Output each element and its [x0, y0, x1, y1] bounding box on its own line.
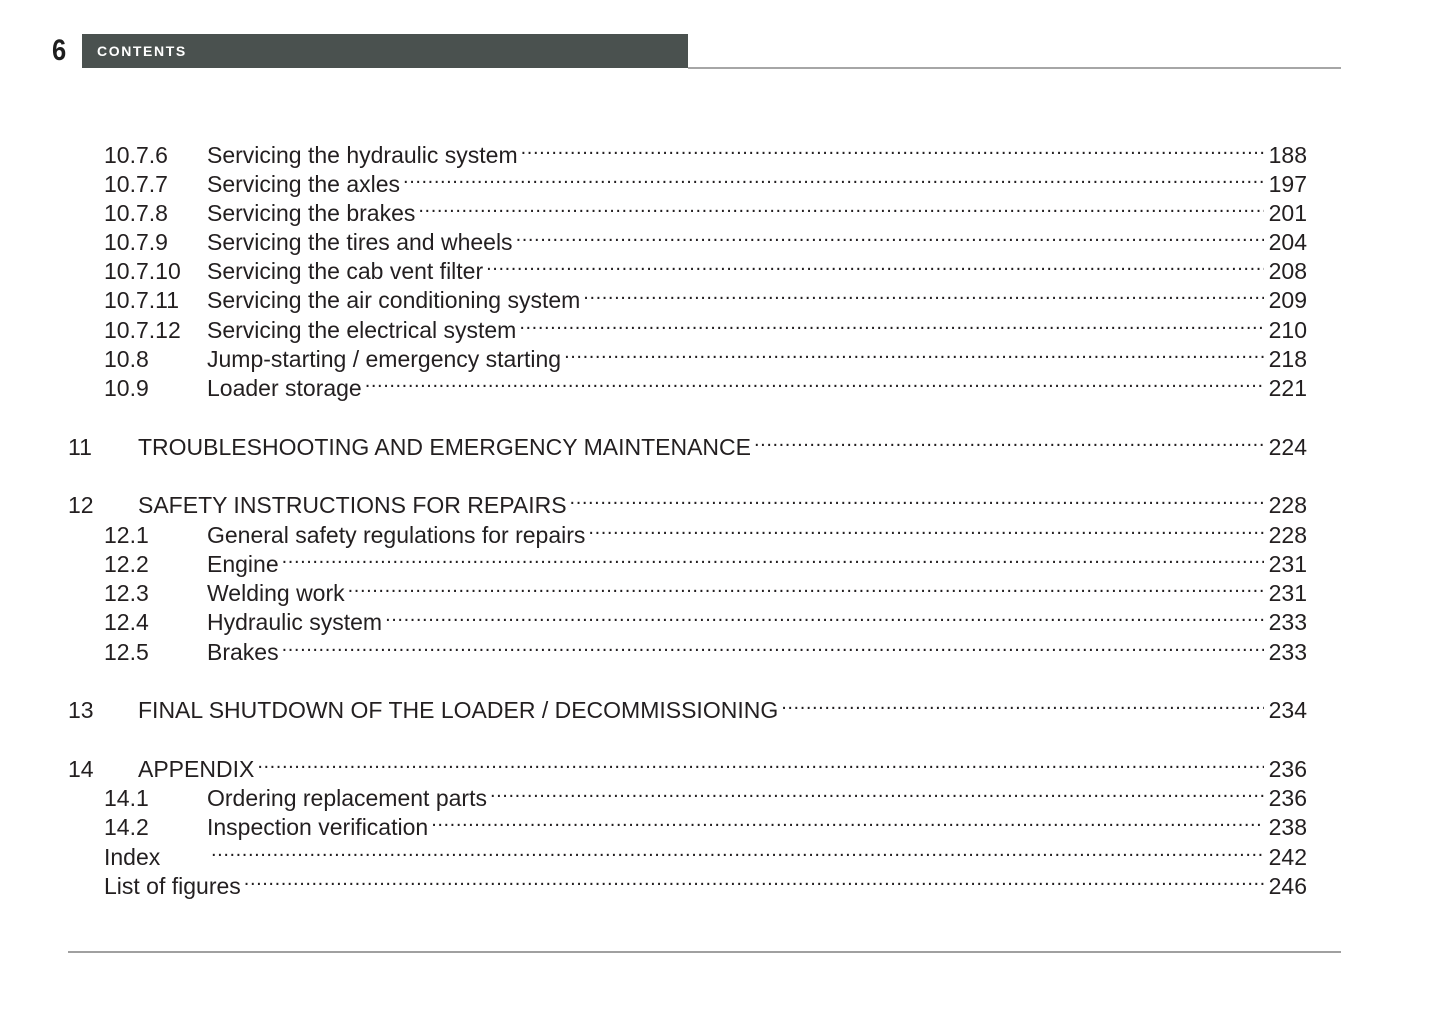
toc-number: 12.3: [104, 580, 149, 606]
toc-title: Ordering replacement parts: [207, 785, 487, 811]
toc-entry[interactable]: [104, 310, 1307, 343]
toc-entry[interactable]: [104, 602, 1307, 635]
toc-page: 204: [1268, 229, 1307, 255]
dot-leader: [282, 544, 1264, 572]
toc-page: 236: [1268, 756, 1307, 782]
toc-number: 12.2: [104, 551, 149, 577]
toc-number: 11: [68, 434, 92, 460]
toc-number: 12.5: [104, 639, 149, 665]
toc-page: 224: [1268, 434, 1307, 460]
dot-leader: [781, 690, 1264, 718]
toc-chapter[interactable]: [68, 690, 1307, 723]
header-bar: [82, 34, 688, 68]
dot-leader: [583, 280, 1264, 308]
dot-leader: [564, 339, 1264, 367]
page-number: 6: [52, 34, 67, 67]
toc-number: 14.1: [104, 785, 149, 811]
toc-number: 10.7.11: [104, 287, 180, 313]
toc-entry[interactable]: [104, 135, 1307, 168]
toc-entry[interactable]: [104, 515, 1307, 548]
toc-page: 233: [1268, 639, 1307, 665]
toc-number: 10.7.7: [104, 171, 168, 197]
toc-entry[interactable]: [104, 193, 1307, 226]
toc-title: Brakes: [207, 639, 279, 665]
dot-leader: [403, 164, 1264, 192]
dot-leader: [418, 193, 1264, 221]
toc-number: 13: [68, 697, 94, 723]
dot-leader: [519, 310, 1264, 338]
toc-entry[interactable]: [104, 807, 1307, 840]
toc-title: Welding work: [207, 580, 345, 606]
toc-number: 10.7.12: [104, 317, 181, 343]
toc-title: SAFETY INSTRUCTIONS FOR REPAIRS: [138, 492, 567, 518]
dot-leader: [516, 222, 1264, 250]
toc-number: 10.7.8: [104, 200, 168, 226]
dot-leader: [385, 602, 1264, 630]
toc-title: General safety regulations for repairs: [207, 522, 586, 548]
toc-number: 12.4: [104, 609, 149, 635]
toc-title: FINAL SHUTDOWN OF THE LOADER / DECOMMISSIONING: [138, 697, 779, 723]
toc-page: 197: [1268, 171, 1307, 197]
toc-page: 208: [1268, 258, 1307, 284]
dot-leader: [365, 368, 1264, 396]
toc-entry[interactable]: [104, 632, 1307, 665]
header-title: CONTENTS: [97, 43, 187, 59]
dot-leader: [348, 573, 1264, 601]
toc-page: 233: [1268, 609, 1307, 635]
toc-title: Inspection verification: [207, 814, 429, 840]
toc-page: 218: [1268, 346, 1307, 372]
header-rule: [688, 67, 1341, 69]
toc-entry[interactable]: [104, 544, 1307, 577]
toc-title: Jump-starting / emergency starting: [207, 346, 562, 372]
toc-label: List of figures: [104, 873, 241, 899]
toc-page: 188: [1268, 142, 1307, 168]
toc-title: Servicing the tires and wheels: [207, 229, 513, 255]
toc-page: 201: [1268, 200, 1307, 226]
toc-page: 236: [1268, 785, 1307, 811]
toc-title: TROUBLESHOOTING AND EMERGENCY MAINTENANCE: [138, 434, 751, 460]
toc-entry[interactable]: [104, 573, 1307, 606]
footer-rule: [68, 951, 1341, 953]
toc-title: APPENDIX: [138, 756, 255, 782]
toc-number: 12.1: [104, 522, 149, 548]
toc-chapter[interactable]: [68, 749, 1307, 782]
dot-leader: [431, 807, 1264, 835]
toc-entry[interactable]: [104, 368, 1307, 401]
dot-leader: [486, 251, 1264, 279]
toc-page: 231: [1268, 580, 1307, 606]
dot-leader: [754, 427, 1264, 455]
toc-page: 221: [1268, 375, 1307, 401]
toc-title: Servicing the axles: [207, 171, 401, 197]
toc-page: 234: [1268, 697, 1307, 723]
dot-leader: [282, 632, 1264, 660]
toc-title: Hydraulic system: [207, 609, 383, 635]
toc-entry-index[interactable]: [104, 837, 1307, 870]
toc-entry[interactable]: [104, 164, 1307, 197]
toc-title: Engine: [207, 551, 279, 577]
dot-leader: [490, 778, 1264, 806]
toc-entry[interactable]: [104, 222, 1307, 255]
dot-leader: [521, 135, 1264, 163]
toc-number: 10.9: [104, 375, 149, 401]
dot-leader: [588, 515, 1264, 543]
toc-page: 238: [1268, 814, 1307, 840]
toc-entry-list-of-figures[interactable]: [104, 866, 1307, 899]
toc-entry[interactable]: [104, 339, 1307, 372]
toc-entry[interactable]: [104, 280, 1307, 313]
toc-page: 242: [1268, 844, 1307, 870]
toc-page: 231: [1268, 551, 1307, 577]
toc-page: 228: [1268, 522, 1307, 548]
toc-page: 228: [1268, 492, 1307, 518]
toc-entry[interactable]: [104, 251, 1307, 284]
toc-label: Index: [104, 844, 161, 870]
toc-chapter[interactable]: [68, 485, 1307, 518]
toc-title: Servicing the hydraulic system: [207, 142, 518, 168]
toc-number: 10.7.10: [104, 258, 181, 284]
toc-title: Servicing the air conditioning system: [207, 287, 581, 313]
toc-title: Loader storage: [207, 375, 362, 401]
toc-page: 246: [1268, 873, 1307, 899]
toc-number: 10.7.9: [104, 229, 168, 255]
toc-entry[interactable]: [104, 778, 1307, 811]
toc-chapter[interactable]: [68, 427, 1307, 460]
toc-number: 14: [68, 756, 94, 782]
toc-title: Servicing the electrical system: [207, 317, 517, 343]
dot-leader: [257, 749, 1264, 777]
toc-number: 14.2: [104, 814, 149, 840]
toc-title: Servicing the cab vent filter: [207, 258, 484, 284]
dot-leader: [244, 866, 1264, 894]
toc-number: 12: [68, 492, 94, 518]
dot-leader: [570, 485, 1264, 513]
toc-page: 210: [1268, 317, 1307, 343]
toc-number: 10.7.6: [104, 142, 168, 168]
toc-number: 10.8: [104, 346, 149, 372]
toc-page: 209: [1268, 287, 1307, 313]
toc-title: Servicing the brakes: [207, 200, 416, 226]
dot-leader: [211, 837, 1264, 865]
